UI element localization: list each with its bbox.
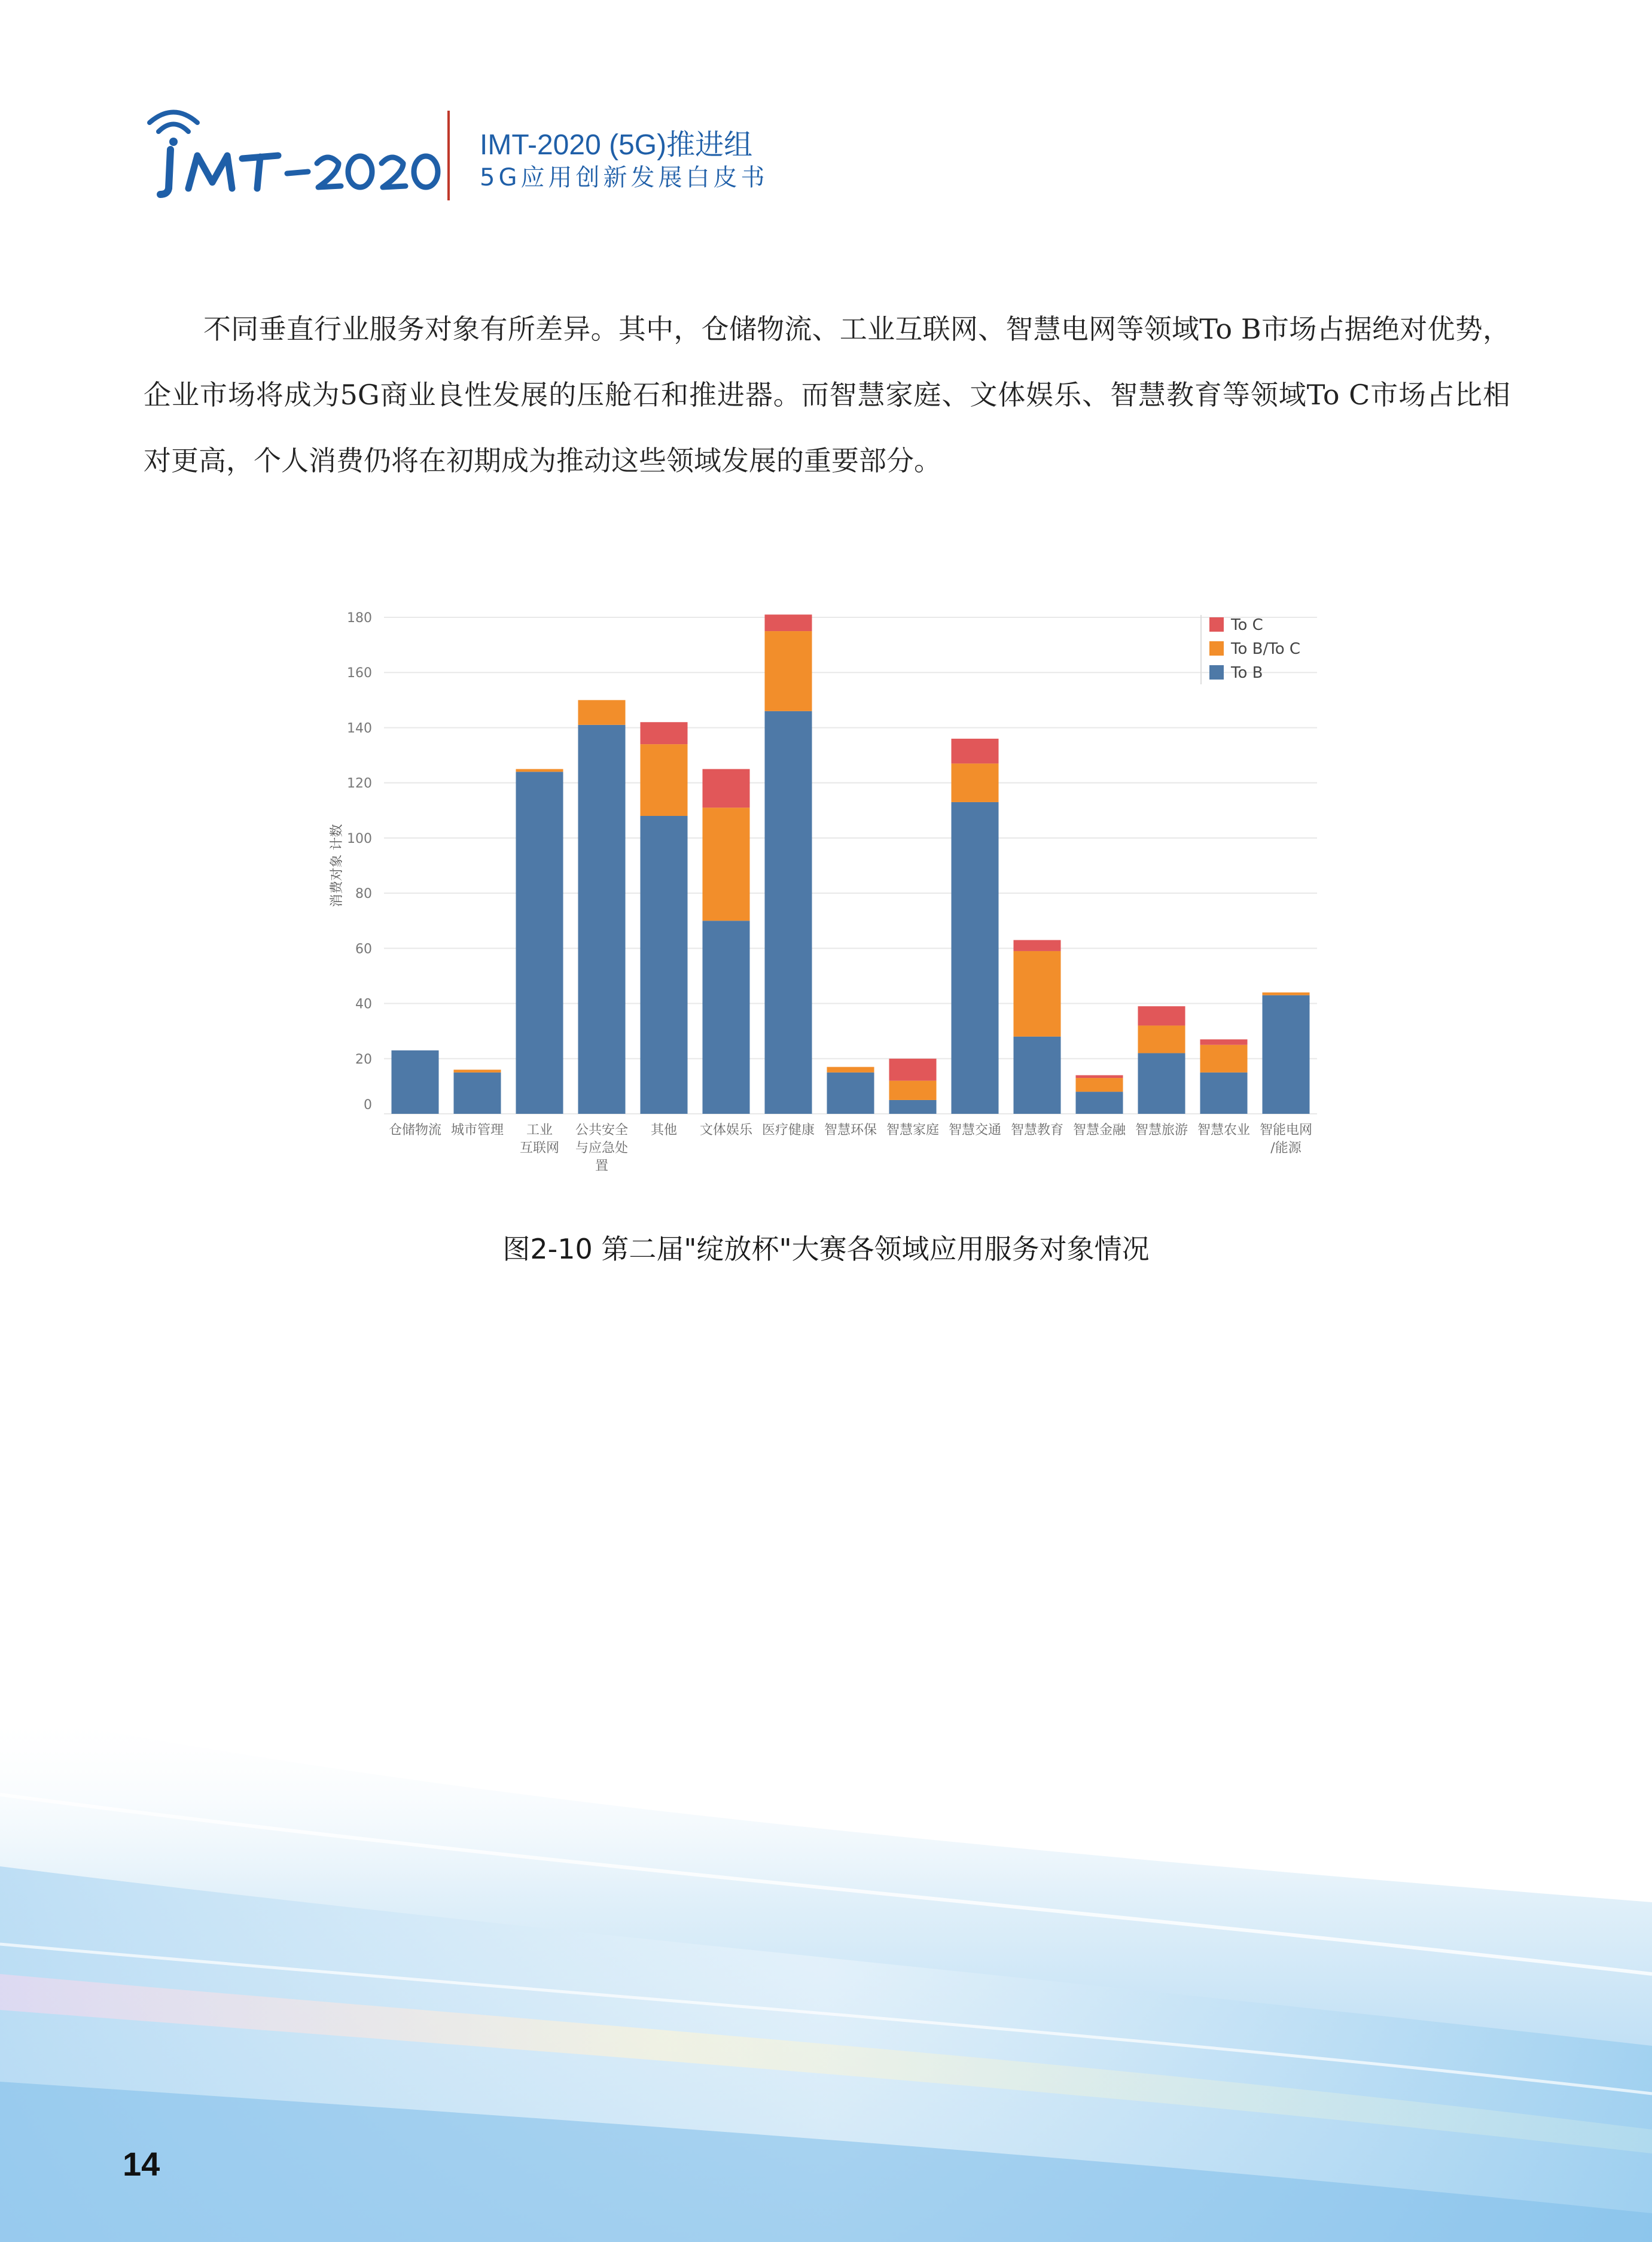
legend-label: To B <box>1231 664 1263 682</box>
header-title: IMT-2020 (5G)推进组 <box>480 129 753 161</box>
bar-segment <box>1138 1006 1185 1025</box>
bar-segment <box>764 631 812 711</box>
x-tick-label: 智慧旅游 <box>1135 1123 1188 1138</box>
bar-segment <box>889 1059 936 1081</box>
bar-segment <box>951 802 998 1114</box>
bar-segment <box>1013 951 1060 1037</box>
bar-segment <box>1075 1092 1123 1114</box>
y-tick-label: 180 <box>347 611 372 626</box>
body-paragraph: 不同垂直行业服务对象有所差异。其中，仓储物流、工业互联网、智慧电网等领域To B市场占据绝对优势，企业市场将成为5G商业良性发展的压舱石和推进器。而智慧家庭、文体娱乐、智慧教育等领域To C市场占比相对更高，个人消费仍将在初期成为推动这些领域发展的重要部分。 <box>144 313 1510 477</box>
bar-segment <box>889 1100 936 1114</box>
header-subtitle: 5G应用创新发展白皮书 <box>480 164 769 191</box>
bar-segment <box>702 769 749 808</box>
x-tick-label: 智慧教育 <box>1010 1123 1064 1138</box>
bar-segment <box>1013 1037 1060 1114</box>
bar-segment <box>516 769 563 772</box>
x-tick-label: 其他 <box>650 1123 678 1138</box>
x-tick-label: 仓储物流 <box>388 1123 442 1138</box>
bar-segment <box>578 700 625 725</box>
bar-segment <box>453 1070 501 1073</box>
body-text <box>144 296 1510 494</box>
bar-segment <box>640 744 687 816</box>
x-tick-label: 智慧金融 <box>1072 1123 1126 1138</box>
legend-swatch <box>1209 641 1224 656</box>
bar-segment <box>1138 1025 1185 1053</box>
bar-segment <box>1200 1045 1247 1073</box>
x-tick-label: 工业 <box>526 1123 553 1138</box>
x-tick-label: 智慧交通 <box>948 1123 1002 1138</box>
bar-segment <box>1013 940 1060 951</box>
bar-segment <box>951 739 998 764</box>
legend-swatch <box>1209 665 1224 680</box>
x-tick-label: /能源 <box>1270 1141 1302 1156</box>
x-tick-label: 智慧农业 <box>1197 1123 1251 1138</box>
x-tick-label: 文体娱乐 <box>699 1123 753 1138</box>
bar-segment <box>578 725 625 1114</box>
x-tick-label: 互联网 <box>519 1141 560 1156</box>
page-header <box>138 99 855 206</box>
y-tick-label: 120 <box>347 776 372 791</box>
y-tick-label: 0 <box>364 1098 372 1113</box>
x-tick-label: 医疗健康 <box>761 1123 815 1138</box>
stacked-bar-chart <box>317 580 1334 1172</box>
x-tick-label: 智慧家庭 <box>886 1123 940 1138</box>
x-tick-label: 公共安全 <box>575 1123 629 1138</box>
y-tick-label: 60 <box>355 942 372 957</box>
y-tick-label: 20 <box>355 1052 372 1067</box>
bar-segment <box>951 763 998 802</box>
bar-segment <box>764 614 812 631</box>
bar-segment <box>1075 1078 1123 1092</box>
bar-segment <box>453 1073 501 1114</box>
chart-canvas <box>317 580 1334 1172</box>
bar-segment <box>1200 1073 1247 1114</box>
y-tick-label: 100 <box>347 831 372 846</box>
bar-segment <box>827 1073 874 1114</box>
x-tick-label: 智慧环保 <box>824 1123 877 1138</box>
x-tick-label: 置 <box>595 1159 609 1172</box>
header-divider <box>447 111 450 200</box>
imt-2020-logo <box>138 99 449 206</box>
legend-label: To B/To C <box>1231 640 1301 658</box>
bar-segment <box>702 921 749 1114</box>
bar-segment <box>889 1081 936 1100</box>
y-axis-label: 消费对象 计数 <box>330 824 345 907</box>
x-tick-label: 与应急处 <box>575 1141 629 1156</box>
bar-segment <box>516 772 563 1114</box>
figure-caption: 图2-10 第二届"绽放杯"大赛各领域应用服务对象情况 <box>502 1233 1150 1265</box>
bar-segment <box>391 1050 438 1114</box>
bar-segment <box>1075 1075 1123 1078</box>
bar-segment <box>1262 995 1309 1114</box>
bar-segment <box>764 711 812 1114</box>
legend-swatch <box>1209 617 1224 632</box>
x-tick-label: 智能电网 <box>1259 1123 1313 1138</box>
bar-segment <box>1138 1053 1185 1114</box>
y-tick-label: 160 <box>347 666 372 681</box>
y-tick-label: 40 <box>355 997 372 1012</box>
bar-segment <box>827 1067 874 1073</box>
x-tick-label: 城市管理 <box>450 1123 504 1138</box>
bar-segment <box>1262 992 1309 995</box>
legend-label: To C <box>1231 616 1263 634</box>
page-number: 14 <box>123 2145 160 2183</box>
bar-segment <box>640 816 687 1114</box>
y-tick-label: 80 <box>355 887 372 902</box>
bar-segment <box>1200 1040 1247 1045</box>
y-tick-label: 140 <box>347 721 372 736</box>
bar-segment <box>702 808 749 921</box>
bar-segment <box>640 722 687 744</box>
